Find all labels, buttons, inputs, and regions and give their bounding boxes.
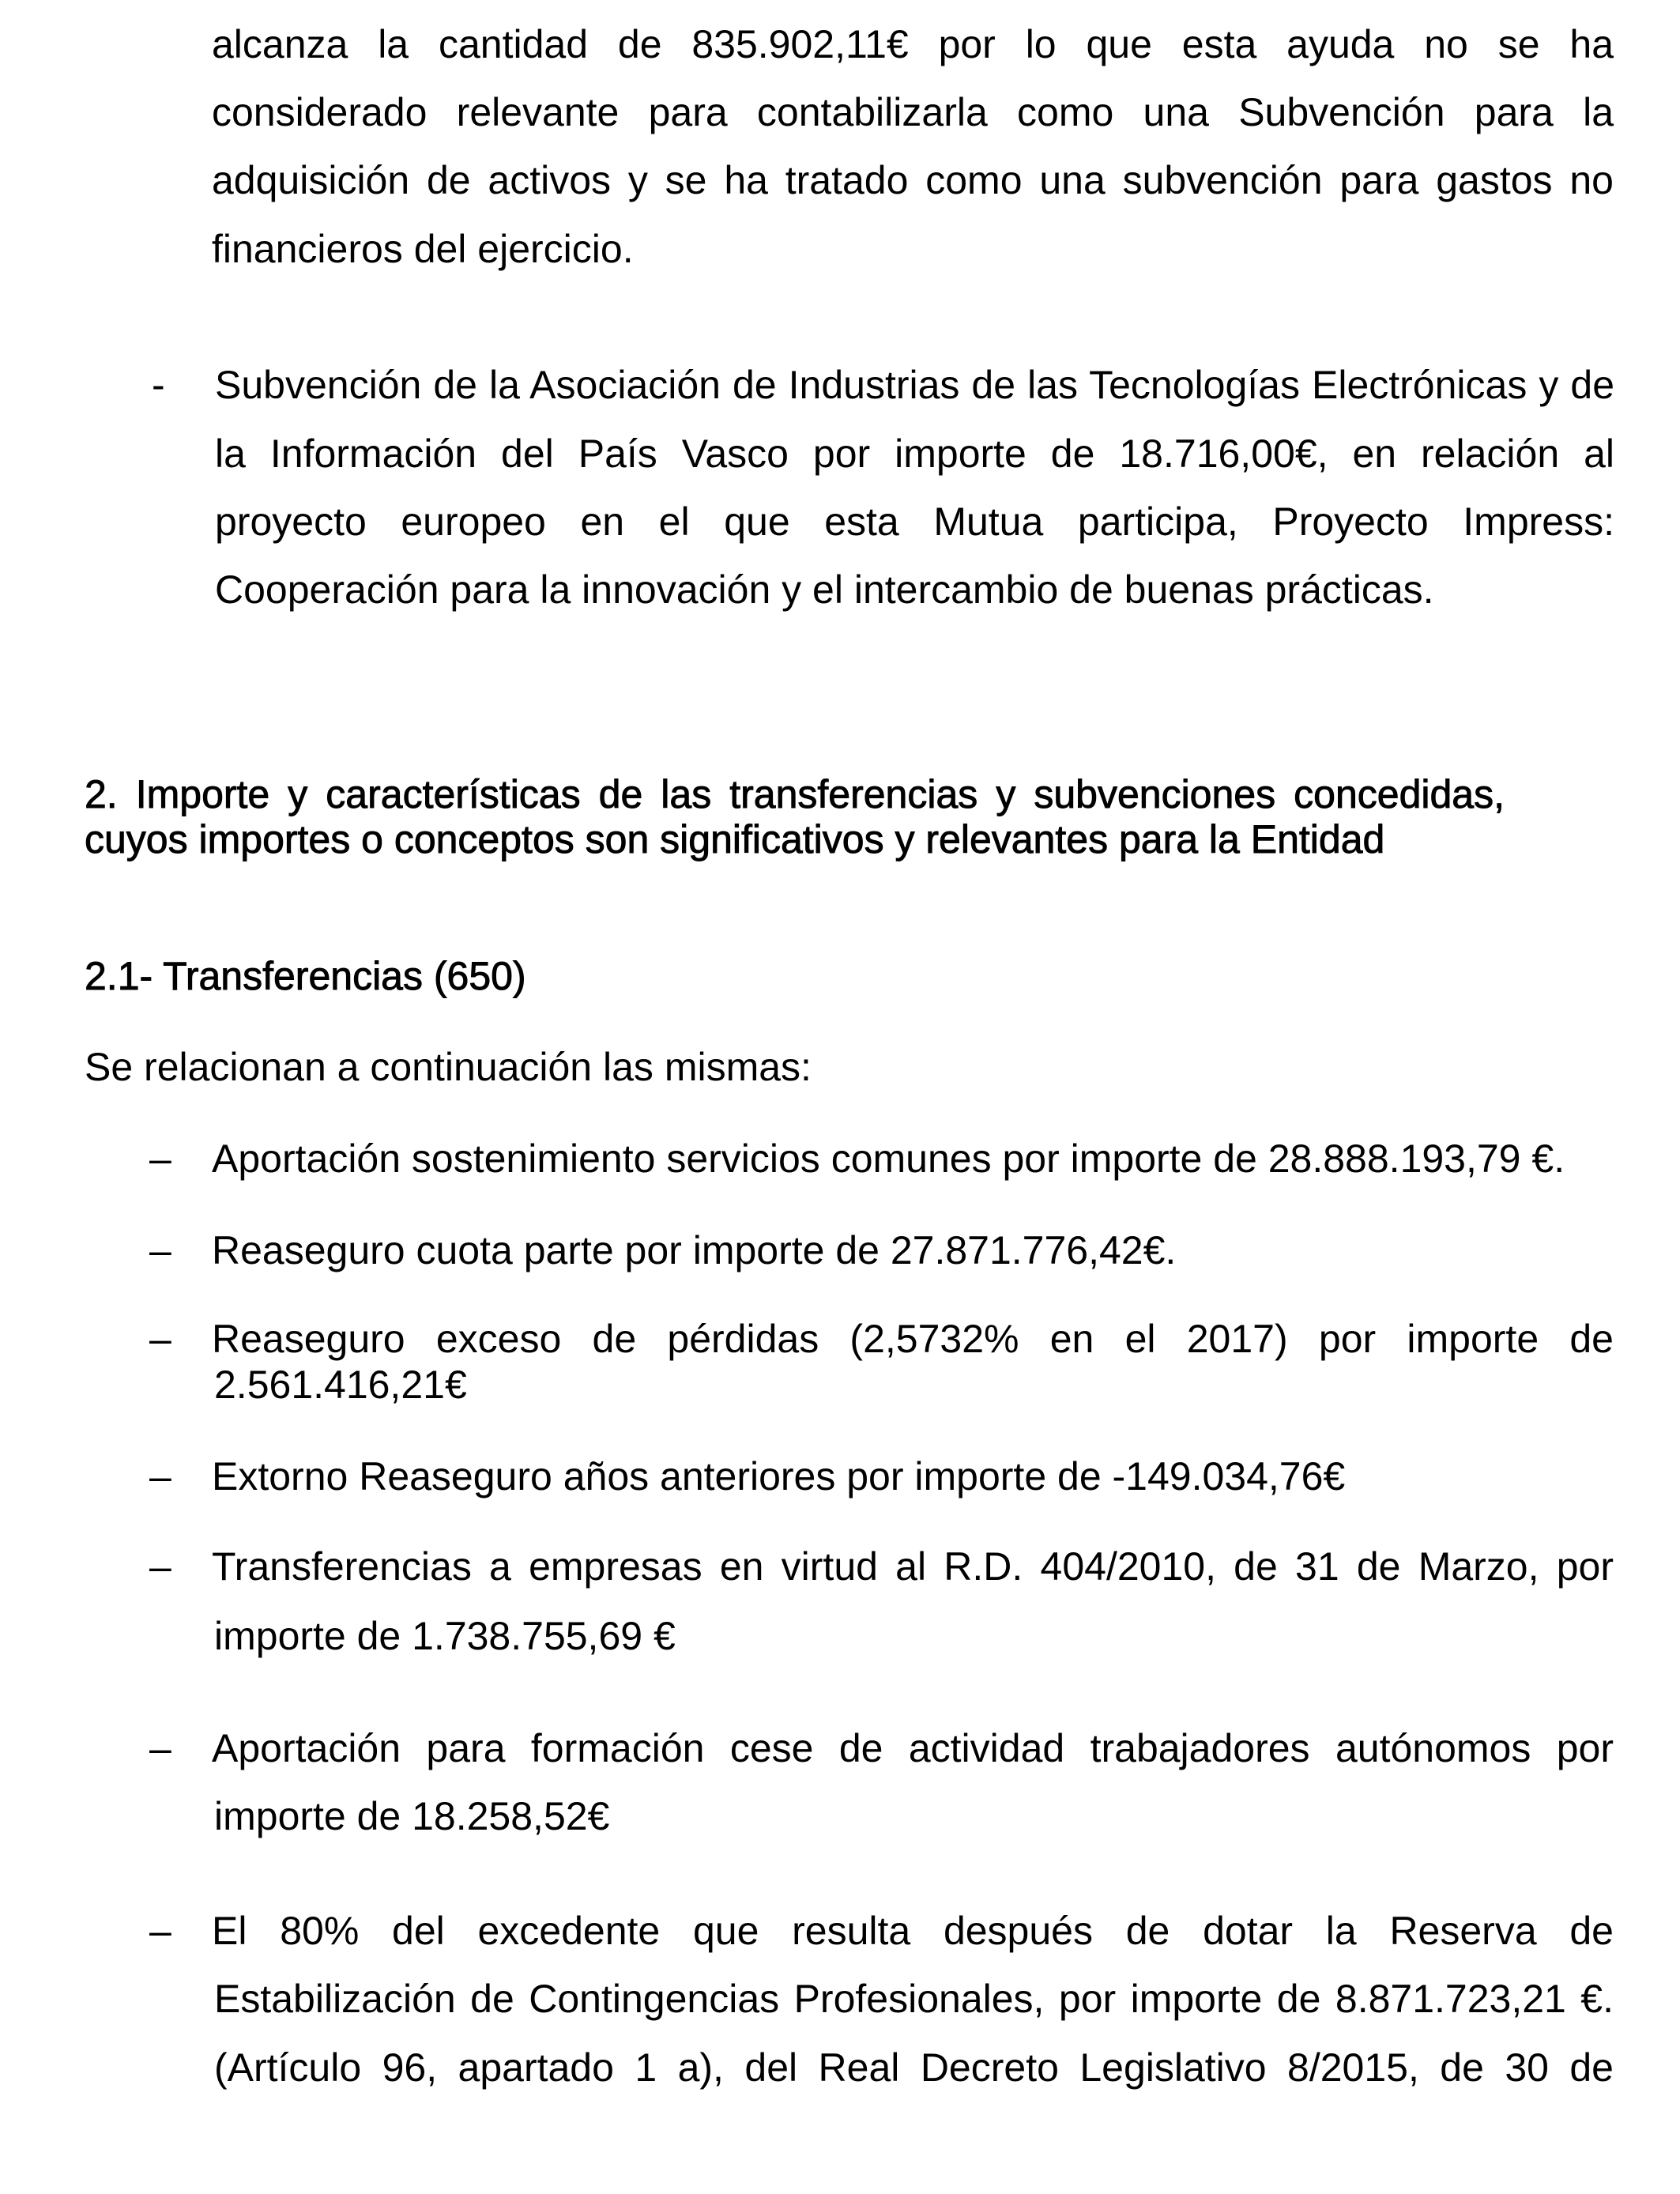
list-item-line: Transferencias a empresas en virtud al R.D. 404/2010, de 31 de Marzo, por [212,1544,1614,1589]
subsection-heading: 2.1- Transferencias (650) [85,954,526,998]
list-item-line: la Información del País Vasco por importe de 18.716,00€, en relación al [215,432,1614,476]
list-item-line: 2.561.416,21€ [214,1363,467,1407]
section-heading-line: 2. Importe y características de las transferencias y subvenciones concedidas, [85,772,1505,816]
list-marker: – [149,1544,171,1589]
list-item-line: proyecto europeo en el que esta Mutua participa, Proyecto Impress: [215,499,1614,544]
paragraph-line: financieros del ejercicio. [212,227,634,271]
list-item-line: Aportación sostenimiento servicios comunes por importe de 28.888.193,79 €. [212,1137,1565,1181]
list-marker: – [149,1726,171,1770]
list-marker: – [149,1909,171,1953]
list-marker: – [149,1454,171,1498]
list-item-line: Aportación para formación cese de actividad trabajadores autónomos por [212,1726,1614,1770]
list-item-line: (Artículo 96, apartado 1 a), del Real Decreto Legislativo 8/2015, de 30 de [214,2045,1614,2090]
list-item-line: Subvención de la Asociación de Industrias de las Tecnologías Electrónicas y de [215,363,1614,407]
list-item-line: Extorno Reaseguro años anteriores por importe de -149.034,76€ [212,1454,1346,1498]
paragraph-line: alcanza la cantidad de 835.902,11€ por lo que esta ayuda no se ha [212,22,1614,66]
paragraph-line: adquisición de activos y se ha tratado como una subvención para gastos no [212,158,1614,202]
list-marker: - [152,363,165,407]
list-marker: – [149,1317,171,1361]
list-item-line: El 80% del excedente que resulta después de dotar la Reserva de [212,1909,1614,1953]
list-marker: – [149,1228,171,1272]
intro-text: Se relacionan a continuación las mismas: [85,1045,812,1089]
list-item-line: Estabilización de Contingencias Profesionales, por importe de 8.871.723,21 €. [214,1977,1614,2021]
list-item-line: Reaseguro exceso de pérdidas (2,5732% en el 2017) por importe de [212,1317,1614,1361]
list-marker: – [149,1137,171,1181]
paragraph-line: considerado relevante para contabilizarla como una Subvención para la [212,90,1614,134]
list-item-line: Reaseguro cuota parte por importe de 27.871.776,42€. [212,1228,1177,1272]
list-item-line: importe de 18.258,52€ [214,1794,610,1838]
section-heading-line: cuyos importes o conceptos son significativos y relevantes para la Entidad [85,817,1385,861]
list-item-line: importe de 1.738.755,69 € [214,1614,676,1658]
list-item-line: Cooperación para la innovación y el intercambio de buenas prácticas. [215,567,1434,612]
